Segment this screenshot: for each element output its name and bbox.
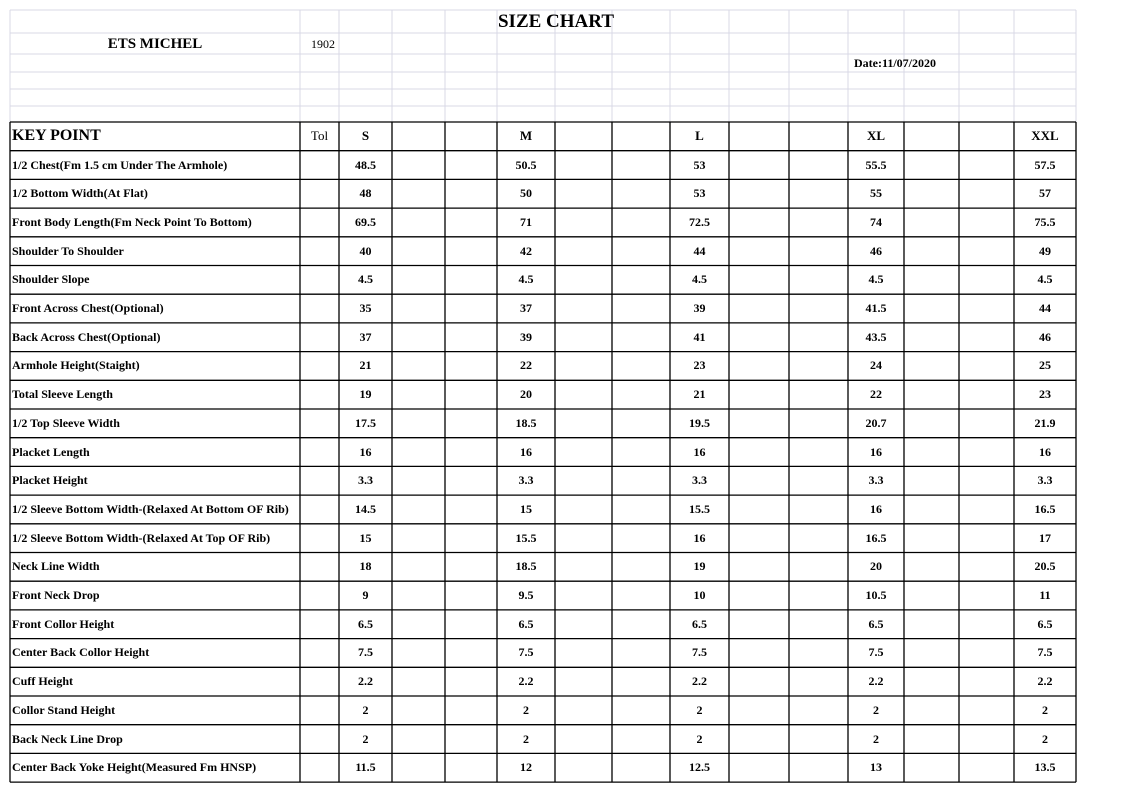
measurement-value: 16.5: [865, 530, 887, 545]
row-label: 1/2 Top Sleeve Width: [12, 415, 120, 430]
measurement-value: 17.5: [355, 415, 376, 430]
measurement-value: 74: [870, 214, 882, 229]
measurement-value: 3.3: [1037, 473, 1053, 488]
row-label: Center Back Yoke Height(Measured Fm HNSP): [12, 760, 257, 775]
measurement-value: 7.5: [1037, 645, 1053, 660]
measurement-value: 46: [870, 243, 882, 258]
measurement-value: 2: [696, 702, 703, 717]
measurement-value: 2: [873, 731, 879, 746]
measurement-value: 22: [520, 358, 532, 373]
column-header-size-xl: XL: [866, 128, 886, 144]
row-label: Cuff Height: [12, 674, 73, 689]
measurement-value: 16: [520, 444, 532, 459]
measurement-value: 43.5: [865, 329, 887, 344]
measurement-value: 20: [520, 387, 532, 402]
measurement-value: 37: [520, 301, 532, 316]
measurement-value: 2: [523, 702, 529, 717]
measurement-value: 7.5: [692, 645, 707, 660]
measurement-value: 44: [1039, 301, 1051, 316]
measurement-value: 13.5: [1034, 760, 1056, 775]
measurement-value: 16: [693, 444, 706, 459]
measurement-value: 18.5: [515, 559, 537, 574]
measurement-value: 6.5: [692, 616, 707, 631]
measurement-value: 21: [693, 387, 706, 402]
measurement-value: 57.5: [1034, 157, 1056, 172]
measurement-value: 53: [693, 186, 706, 201]
measurement-value: 35: [359, 301, 372, 316]
measurement-value: 12.5: [689, 760, 710, 775]
measurement-value: 9: [362, 588, 369, 603]
row-label: Total Sleeve Length: [12, 387, 113, 402]
measurement-value: 15: [359, 530, 372, 545]
measurement-value: 50.5: [515, 157, 537, 172]
measurement-value: 19: [359, 387, 372, 402]
row-label: 1/2 Bottom Width(At Flat): [12, 186, 148, 201]
row-label: Front Neck Drop: [12, 588, 100, 603]
measurement-value: 40: [359, 243, 372, 258]
measurement-value: 2: [696, 731, 703, 746]
column-header-size-xxl: XXL: [1031, 128, 1059, 144]
column-header-size-s: S: [361, 128, 370, 144]
measurement-value: 2: [873, 702, 879, 717]
measurement-value: 20.5: [1034, 559, 1056, 574]
measurement-value: 16: [870, 444, 882, 459]
measurement-value: 9.5: [518, 588, 534, 603]
measurement-value: 7.5: [868, 645, 884, 660]
row-label: Collor Stand Height: [12, 702, 116, 717]
measurement-value: 14.5: [355, 501, 376, 516]
measurement-value: 16: [870, 501, 882, 516]
measurement-value: 16: [693, 530, 706, 545]
measurement-value: 20.7: [865, 415, 887, 430]
measurement-value: 55.5: [865, 157, 887, 172]
measurement-value: 12: [520, 760, 532, 775]
measurement-value: 16: [1039, 444, 1051, 459]
measurement-value: 48: [359, 186, 372, 201]
style-code: 1902: [311, 36, 335, 51]
measurement-value: 2.2: [868, 674, 884, 689]
measurement-value: 23: [1039, 387, 1051, 402]
measurement-value: 21: [359, 358, 372, 373]
measurement-value: 72.5: [689, 214, 710, 229]
measurement-value: 7.5: [358, 645, 373, 660]
column-header-size-m: M: [519, 128, 533, 144]
measurement-value: 3.3: [358, 473, 373, 488]
row-label: Center Back Collor Height: [12, 645, 150, 660]
row-label: Shoulder Slope: [12, 272, 90, 287]
measurement-value: 6.5: [358, 616, 373, 631]
measurement-value: 16.5: [1034, 501, 1056, 516]
measurement-value: 2.2: [692, 674, 707, 689]
measurement-value: 15: [520, 501, 532, 516]
measurement-value: 19.5: [689, 415, 710, 430]
measurement-value: 42: [520, 243, 532, 258]
measurement-value: 50: [520, 186, 532, 201]
measurement-value: 4.5: [868, 272, 884, 287]
measurement-value: 57: [1039, 186, 1051, 201]
measurement-value: 2.2: [1037, 674, 1053, 689]
measurement-value: 25: [1039, 358, 1051, 373]
measurement-value: 22: [870, 387, 882, 402]
measurement-value: 2.2: [518, 674, 534, 689]
measurement-value: 19: [693, 559, 706, 574]
measurement-value: 48.5: [355, 157, 376, 172]
row-label: Shoulder To Shoulder: [12, 243, 124, 258]
measurement-value: 4.5: [518, 272, 534, 287]
measurement-value: 15.5: [689, 501, 710, 516]
row-label: 1/2 Chest(Fm 1.5 cm Under The Armhole): [12, 157, 228, 172]
measurement-value: 7.5: [518, 645, 534, 660]
measurement-value: 44: [693, 243, 706, 258]
measurement-value: 2: [1042, 731, 1048, 746]
measurement-value: 53: [693, 157, 706, 172]
row-label: Back Across Chest(Optional): [12, 329, 161, 344]
measurement-value: 13: [870, 760, 882, 775]
measurement-value: 49: [1039, 243, 1051, 258]
measurement-value: 39: [693, 301, 706, 316]
measurement-value: 18: [359, 559, 372, 574]
measurement-value: 55: [870, 186, 882, 201]
measurement-value: 46: [1039, 329, 1051, 344]
measurement-value: 4.5: [358, 272, 373, 287]
measurement-value: 4.5: [1037, 272, 1053, 287]
measurement-value: 10.5: [865, 588, 887, 603]
measurement-value: 21.9: [1034, 415, 1056, 430]
row-label: Back Neck Line Drop: [12, 731, 123, 746]
measurement-value: 71: [520, 214, 532, 229]
row-label: Front Body Length(Fm Neck Point To Bottom): [12, 214, 252, 229]
measurement-value: 17: [1039, 530, 1051, 545]
row-label: Neck Line Width: [12, 559, 100, 574]
measurement-value: 20: [870, 559, 882, 574]
sheet-title: SIZE CHART: [497, 11, 614, 32]
company-name: ETS MICHEL: [107, 35, 203, 52]
measurement-value: 39: [520, 329, 532, 344]
measurement-value: 10: [693, 588, 706, 603]
measurement-value: 75.5: [1034, 214, 1056, 229]
measurement-value: 2: [1042, 702, 1048, 717]
row-label: 1/2 Sleeve Bottom Width-(Relaxed At Bottom OF Rib): [12, 501, 289, 516]
measurement-value: 37: [359, 329, 372, 344]
measurement-value: 23: [693, 358, 706, 373]
measurement-value: 41: [693, 329, 706, 344]
measurement-value: 2: [362, 731, 369, 746]
measurement-value: 41.5: [865, 301, 887, 316]
row-label: Front Across Chest(Optional): [12, 301, 164, 316]
column-header-tol: Tol: [310, 128, 329, 144]
measurement-value: 24: [870, 358, 882, 373]
row-label: Armhole Height(Staight): [12, 358, 140, 373]
row-label: 1/2 Sleeve Bottom Width-(Relaxed At Top OF Rib): [12, 530, 271, 545]
measurement-value: 11.5: [355, 760, 376, 775]
measurement-value: 2.2: [358, 674, 373, 689]
column-header-size-l: L: [695, 128, 704, 144]
measurement-value: 18.5: [515, 415, 537, 430]
measurement-value: 6.5: [1037, 616, 1053, 631]
row-label: Placket Height: [12, 473, 88, 488]
row-label: Front Collor Height: [12, 616, 115, 631]
measurement-value: 6.5: [868, 616, 884, 631]
column-header-key-point: KEY POINT: [12, 127, 101, 145]
measurement-value: 3.3: [868, 473, 884, 488]
measurement-value: 11: [1039, 588, 1051, 603]
measurement-value: 6.5: [518, 616, 534, 631]
measurement-value: 3.3: [692, 473, 707, 488]
measurement-value: 15.5: [515, 530, 537, 545]
measurement-value: 3.3: [518, 473, 534, 488]
row-label: Placket Length: [12, 444, 90, 459]
measurement-value: 69.5: [355, 214, 376, 229]
chart-date: Date:11/07/2020: [854, 55, 936, 70]
measurement-value: 16: [359, 444, 372, 459]
measurement-value: 2: [362, 702, 369, 717]
measurement-value: 2: [523, 731, 529, 746]
measurement-value: 4.5: [692, 272, 707, 287]
